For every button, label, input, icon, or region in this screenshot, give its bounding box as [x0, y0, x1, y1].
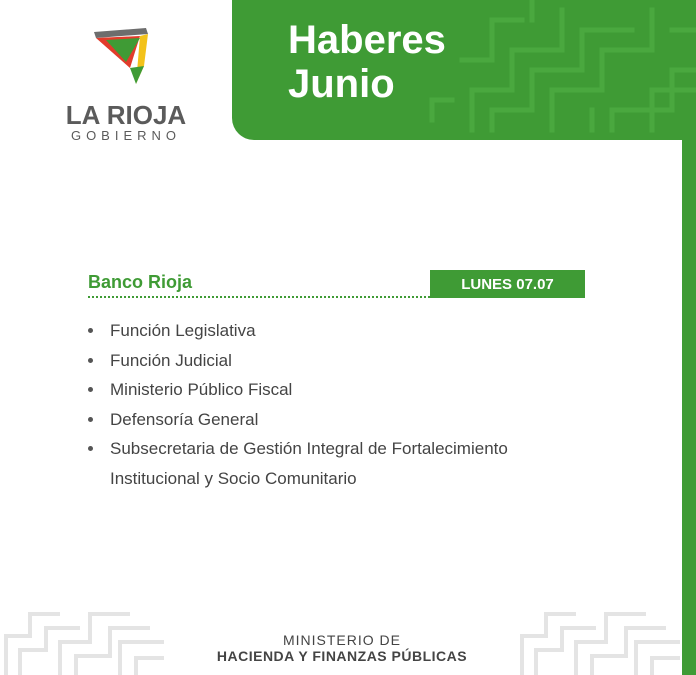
list-item: Ministerio Público Fiscal	[86, 375, 566, 405]
list-item: Función Legislativa	[86, 316, 566, 346]
bank-name: Banco Rioja	[88, 272, 193, 292]
footer-ministry-line2: HACIENDA Y FINANZAS PÚBLICAS	[216, 648, 468, 664]
list-item: Función Judicial	[86, 346, 566, 376]
recipient-list	[86, 316, 566, 493]
title-line-1: Haberes	[288, 18, 446, 62]
list-item: Subsecretaria de Gestión Integral de Fortalecimiento Institucional y Socio Comunitario	[86, 434, 566, 493]
page-title	[288, 18, 446, 106]
title-line-2: Junio	[288, 62, 395, 106]
date-badge: LUNES 07.07	[430, 270, 585, 298]
header-panel	[232, 0, 696, 140]
dotted-divider	[88, 296, 430, 298]
logo-subtitle: GOBIERNO	[70, 128, 182, 143]
right-accent-bar	[682, 140, 696, 675]
la-rioja-logo-icon	[92, 22, 164, 92]
la-rioja-logo	[56, 22, 236, 152]
logo-name: LA RIOJA	[65, 100, 187, 130]
list-item: Defensoría General	[86, 405, 566, 435]
footer-ministry-line1: MINISTERIO DE	[282, 632, 401, 648]
